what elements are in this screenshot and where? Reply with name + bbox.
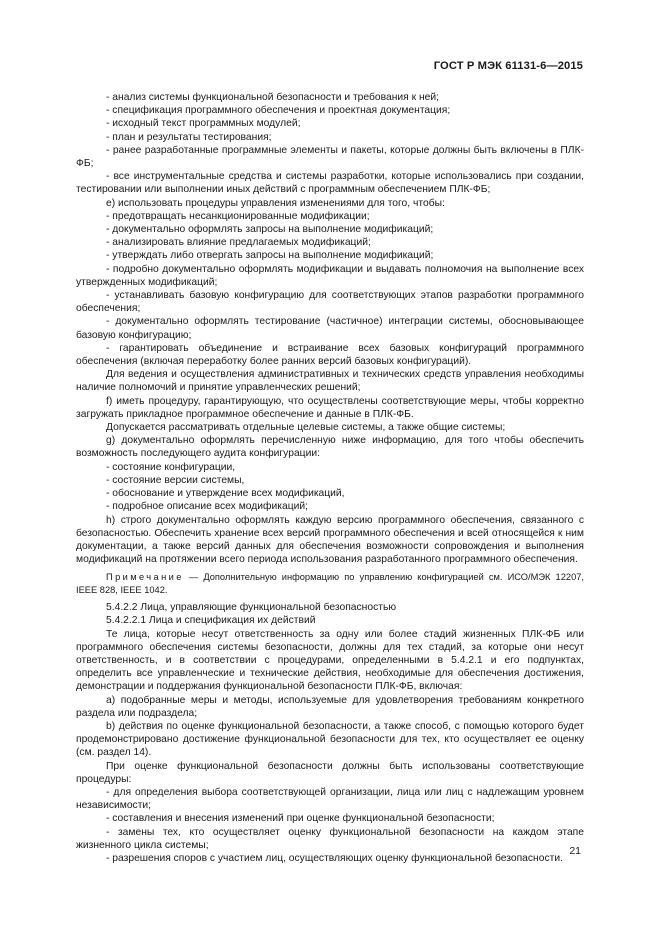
paragraph: e) использовать процедуры управления изменениями для того, чтобы:: [106, 197, 445, 209]
paragraph: - замены тех, кто осуществляет оценку функциональной безопасности на каждом этапе жизненного цикла системы;: [76, 826, 584, 851]
paragraph: - анализ системы функциональной безопасности и требования к ней;: [106, 92, 439, 103]
paragraph: - для определения выбора соответствующей организации, лица или лиц с надлежащим уровнем независимости;: [76, 786, 584, 812]
paragraph: a) подобранные меры и методы, используемые для удовлетворения требованиям конкретного раздела или подраздела;: [76, 694, 584, 719]
paragraph: - состояние версии системы,: [106, 474, 245, 486]
paragraph: При оценке функциональной безопасности должны быть использованы соответствующие процедуры:: [76, 760, 584, 785]
document-body: [76, 91, 584, 865]
paragraph: - анализировать влияние предлагаемых модификаций;: [106, 237, 371, 249]
paragraph: Для ведения и осуществления административных и технических средств управления необходимы наличие полномочий и принятие управленческих решений;: [76, 369, 584, 394]
note: [76, 571, 584, 596]
paragraph: - ранее разработанные программные элементы и пакеты, которые должны быть включены в ПЛК-ФБ;: [76, 144, 584, 170]
paragraph: Те лица, которые несут ответственность за одну или более стадий жизненных ПЛК-ФБ или программного обеспечения системы безопасности, должны для тех стадий, за которые они несут ответственность, и в соответствии с процедурами, определенными в 5.4.2.1 и его подпунктах, определить все управленческие и технические действия, необходимые для обеспечения достижения, демонстрации и поддержания функциональной безопасности ПЛК-ФБ, включая:: [76, 628, 584, 693]
standard-header: ГОСТ Р МЭК 61131-6—2015: [433, 60, 583, 72]
paragraph: - все инструментальные средства и системы разработки, которые использовались при создании, тестировании или выполнении иных действий с программным обеспечением ПЛК-ФБ;: [76, 171, 584, 196]
paragraph: - устанавливать базовую конфигурацию для соответствующих этапов разработки программного обеспечения;: [76, 290, 584, 315]
paragraph: - состояние конфигурации,: [106, 461, 236, 473]
paragraph: - подробное описание всех модификаций;: [106, 501, 308, 513]
paragraph: - спецификация программного обеспечения и проектная документация;: [106, 105, 451, 117]
paragraph: - исходный текст программных модулей;: [106, 118, 301, 130]
paragraph: - утверждать либо отвергать запросы на выполнение модификаций;: [106, 250, 434, 262]
paragraph: - план и результаты тестирования;: [106, 131, 272, 143]
page-number: 21: [569, 845, 581, 857]
paragraph: - разрешения споров с участием лиц, осуществляющих оценку функциональной безопасности.: [106, 852, 563, 864]
paragraph: - документально оформлять запросы на выполнение модификаций;: [106, 224, 434, 236]
paragraph: f) иметь процедуру, гарантирующую, что осуществлены соответствующие меры, чтобы корректно загружать прикладное программное обеспечение и данные в ПЛК-ФБ.: [76, 395, 584, 420]
paragraph: g) документально оформлять перечисленную ниже информацию, для того чтобы обеспечить возможность последующего аудита конфигурации:: [76, 435, 584, 460]
section-heading: 5.4.2.2 Лица, управляющие функциональной безопасностью: [106, 602, 397, 614]
note-text: — Дополнительную информацию по управлению конфигурацией см. ИСО/МЭК 12207, IEEE 828, IEEE 1042.: [76, 572, 584, 595]
paragraph: - составления и внесения изменений при оценке функциональной безопасности;: [106, 813, 495, 825]
paragraph: - документально оформлять тестирование (частичное) интеграции системы, обосновывающее базовую конфигурацию;: [76, 316, 584, 341]
subsection-heading: 5.4.2.2.1 Лица и спецификация их действий: [106, 615, 316, 627]
note-label: Примечание: [106, 572, 184, 583]
paragraph: b) действия по оценке функциональной безопасности, а также способ, с помощью которого будет продемонстрировано достижение функциональной безопасности для тех, кто осуществляет ее оценку (см. раздел 14).: [76, 720, 584, 759]
paragraph: - гарантировать объединение и встраивание всех базовых конфигураций программного обеспечения (включая переработку более ранних версий базовых конфигураций).: [76, 342, 584, 368]
paragraph: - предотвращать несанкционированные модификации;: [106, 210, 370, 222]
paragraph: - подробно документально оформлять модификации и выдавать полномочия на выполнение всех утвержденных модификаций;: [76, 263, 584, 288]
paragraph: h) строго документально оформлять каждую версию программного обеспечения, связанного с безопасностью. Обеспечить хранение всех версий программного обеспечения и всей относящейся к ним документации, а также версий данных для обеспечения возможности сопровождения и выполнения модификаций на протяжении всего периода использования разработанного программного обеспечения.: [76, 514, 584, 566]
paragraph: Допускается рассматривать отдельные целевые системы, а также общие системы;: [106, 422, 506, 434]
paragraph: - обоснование и утверждение всех модификаций,: [106, 488, 345, 500]
